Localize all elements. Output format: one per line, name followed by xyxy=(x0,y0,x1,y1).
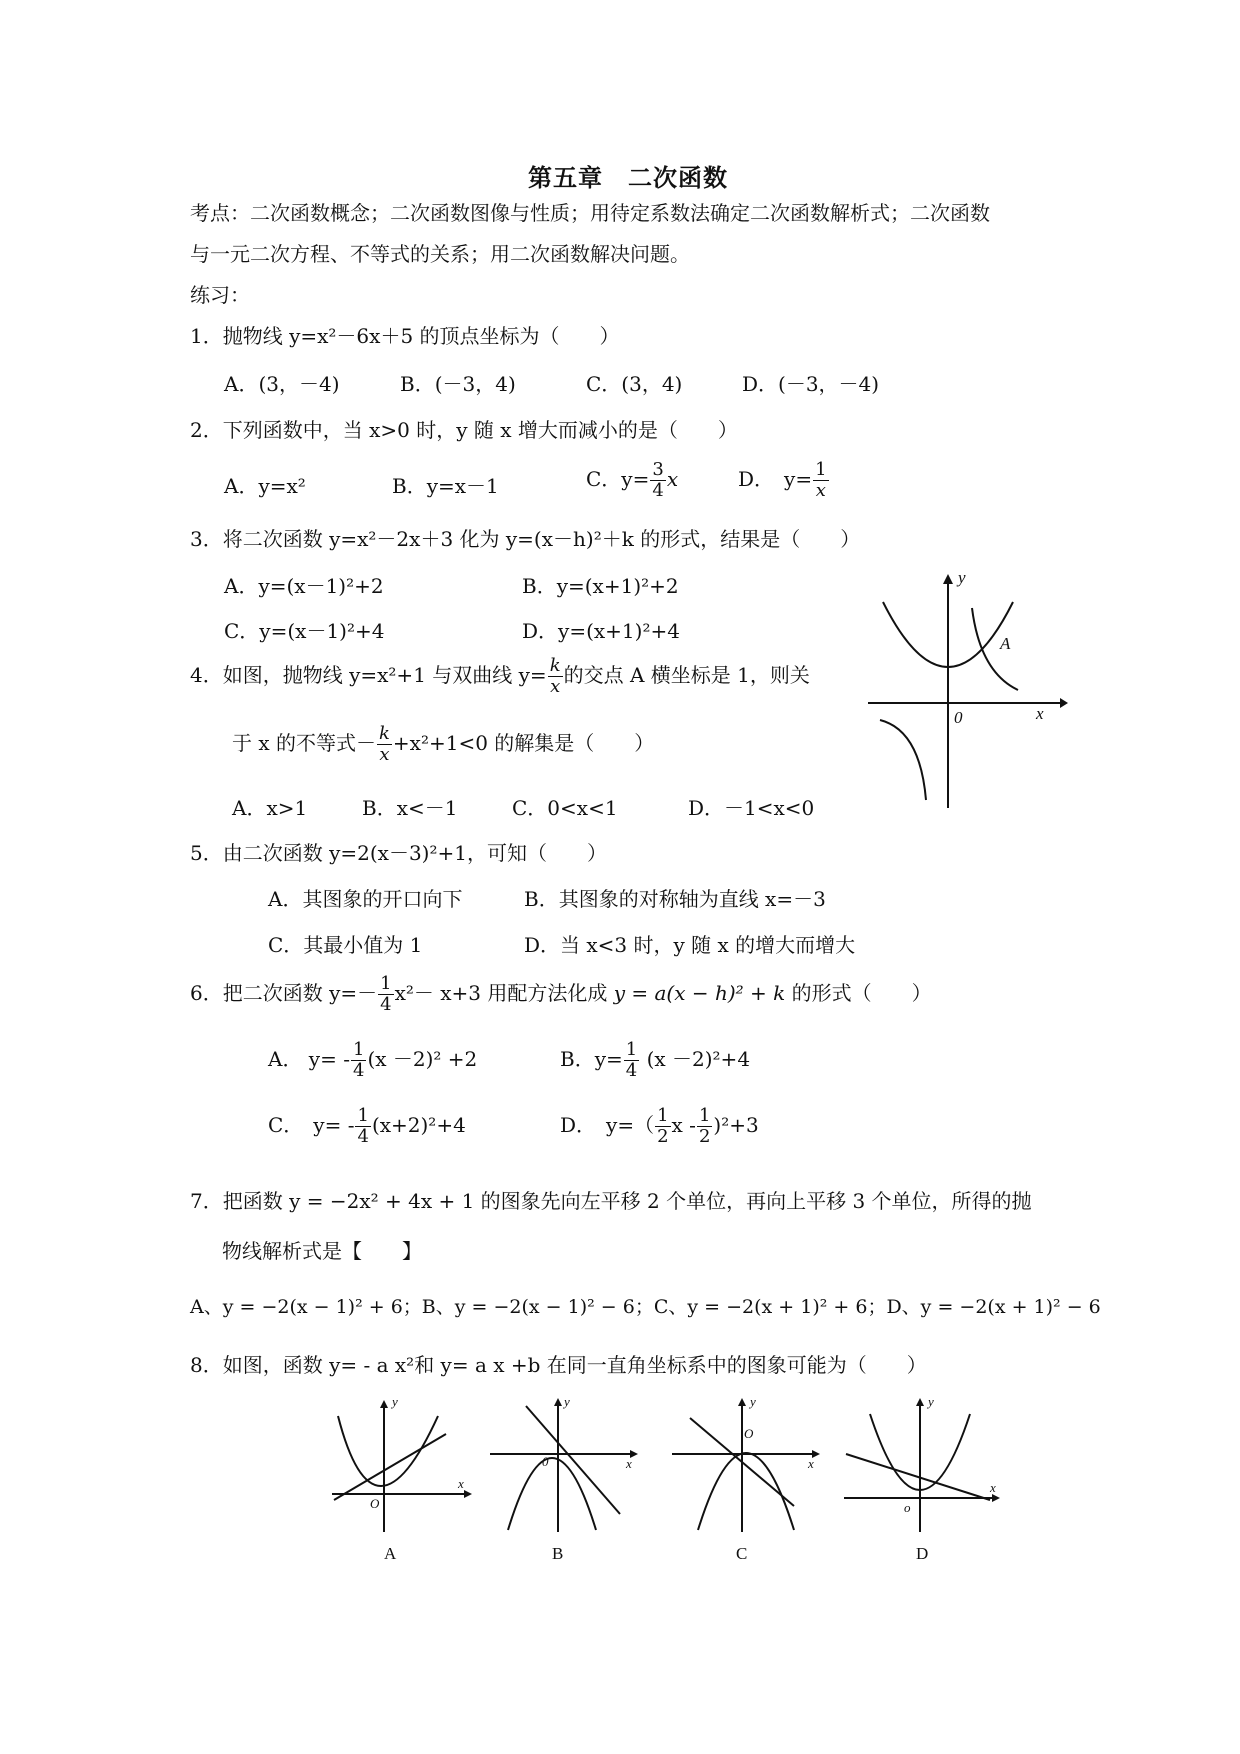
q8-a-caption: A xyxy=(384,1544,397,1563)
q4-graph xyxy=(868,572,1068,812)
q5-stem: 5．由二次函数 y=2(x－3)²+1，可知（ ） xyxy=(190,841,607,865)
q4-label-a: A xyxy=(1000,634,1011,653)
q1-stem: 1．抛物线 y=x²－6x＋5 的顶点坐标为（ ） xyxy=(190,324,620,348)
q8-a-line xyxy=(334,1434,446,1500)
q4-label-x: x xyxy=(1036,704,1044,723)
q8-a-parabola xyxy=(338,1416,438,1486)
q5-option-b: B．其图象的对称轴为直线 x=－3 xyxy=(524,887,826,911)
q8-figure-a xyxy=(326,1394,476,1563)
q6-option-c: C． y= - $\frac{1}{4}$ (x+2)²+4 xyxy=(268,1105,466,1147)
q8-d-caption: D xyxy=(916,1544,929,1563)
q8-a-label-x: x xyxy=(458,1476,464,1491)
q6-stem: 6．把二次函数 y=－ $\frac{1}{4}$ x²－ x+3 用配方法化成 y = a(x − h)² + k 的形式（ ） xyxy=(190,973,932,1015)
q8-b-caption: B xyxy=(552,1544,564,1563)
q1-option-b: B．(－3，4) xyxy=(400,372,516,396)
q3-option-c: C．y=(x－1)²+4 xyxy=(224,619,385,643)
q8-c-label-x: x xyxy=(808,1456,814,1471)
q4-stem: 4．如图，抛物线 y=x²+1 与双曲线 y= $\frac{k}{x}$ 的交点 A 横坐标是 1，则关 xyxy=(190,655,810,697)
q2-option-c: C．y= $\frac{3}{4}$ x xyxy=(586,459,679,501)
q4-y-arrow xyxy=(943,574,953,584)
q7-stem: 7．把函数 y = −2x² + 4x + 1 的图象先向左平移 2 个单位，再向上平移 3 个单位，所得的抛 xyxy=(190,1189,1032,1213)
q2-stem: 2．下列函数中，当 x>0 时，y 随 x 增大而减小的是（ ） xyxy=(190,418,738,442)
q8-b-parabola xyxy=(508,1458,596,1530)
q4-label-y: y xyxy=(958,568,966,587)
q3-option-a: A．y=(x－1)²+2 xyxy=(224,574,384,598)
q4-figure xyxy=(868,568,1068,812)
q1-option-a: A．(3，－4) xyxy=(224,372,340,396)
q8-c-label-o: O xyxy=(744,1426,754,1441)
q8-b-label-o: 0 xyxy=(542,1454,549,1469)
kaodian-line-1: 考点：二次函数概念；二次函数图像与性质；用待定系数法确定二次函数解析式；二次函数 xyxy=(190,201,990,225)
q8-a-label-y: y xyxy=(392,1394,398,1409)
q3-option-b: B．y=(x+1)²+2 xyxy=(522,574,679,598)
kaodian-line-2: 与一元二次方程、不等式的关系；用二次函数解决问题。 xyxy=(190,242,690,266)
q8-figure-c xyxy=(668,1394,828,1563)
q3-stem: 3．将二次函数 y=x²－2x＋3 化为 y=(x－h)²＋k 的形式，结果是（ ） xyxy=(190,527,861,551)
q4-option-a: A．x>1 xyxy=(232,796,308,820)
q8-c-caption: C xyxy=(736,1544,748,1563)
q6-option-b: B．y= $\frac{1}{4}$ (x －2)²+4 xyxy=(560,1039,751,1081)
q3-option-d: D．y=(x+1)²+4 xyxy=(522,619,680,643)
q5-option-a: A．其图象的开口向下 xyxy=(268,887,463,911)
q7-options: A、y = −2(x − 1)² + 6；B、y = −2(x − 1)² − 6；C、y = −2(x + 1)² + 6；D、y = −2(x + 1)² − 6 xyxy=(190,1296,1101,1318)
q8-b-label-x: x xyxy=(626,1456,632,1471)
q8-d-label-o: o xyxy=(904,1500,911,1515)
q4-hyperbola-branch-1 xyxy=(972,608,1018,690)
q5-option-c: C．其最小值为 1 xyxy=(268,933,423,957)
q8-b-line xyxy=(526,1406,620,1514)
q8-b-label-y: y xyxy=(564,1394,570,1409)
q4-option-c: C．0<x<1 xyxy=(512,796,618,820)
q8-d-label-y: y xyxy=(928,1394,934,1409)
q8-figure-b xyxy=(486,1394,646,1563)
q4-line-2: 于 x 的不等式－ $\frac{k}{x}$ +x²+1<0 的解集是（ ） xyxy=(232,723,655,765)
q6-option-a: A． y= - $\frac{1}{4}$ (x －2)² +2 xyxy=(268,1039,478,1081)
q7-stem-2: 物线解析式是【 】 xyxy=(222,1239,422,1263)
q8-a-label-o: O xyxy=(370,1496,380,1511)
q1-option-c: C．(3，4) xyxy=(586,372,683,396)
q5-option-d: D．当 x<3 时，y 随 x 的增大而增大 xyxy=(524,933,856,957)
q4-label-o: 0 xyxy=(954,708,963,727)
q8-figure-d xyxy=(840,1394,1010,1563)
q8-c-label-y: y xyxy=(750,1394,756,1409)
q1-option-d: D．(－3，－4) xyxy=(742,372,880,396)
q8-d-label-x: x xyxy=(990,1480,996,1495)
q2-option-d: D． y= $\frac{1}{x}$ xyxy=(738,459,827,501)
q4-x-arrow xyxy=(1060,698,1068,708)
q8-d-line xyxy=(846,1454,990,1500)
page-title: 第五章 二次函数 xyxy=(528,163,728,192)
q4-hyperbola-branch-2 xyxy=(880,720,926,800)
practice-label: 练习： xyxy=(190,283,250,307)
q4-option-b: B．x<－1 xyxy=(362,796,458,820)
q4-option-d: D．－1<x<0 xyxy=(688,796,815,820)
q2-option-a: A．y=x² xyxy=(224,474,306,498)
q6-option-d: D． y=（ $\frac{1}{2}$ x - $\frac{1}{2}$ )²+3 xyxy=(560,1105,759,1147)
q8-stem: 8．如图，函数 y= - a x²和 y= a x +b 在同一直角坐标系中的图象可能为（ ） xyxy=(190,1353,927,1377)
q2-option-b: B．y=x－1 xyxy=(392,474,499,498)
